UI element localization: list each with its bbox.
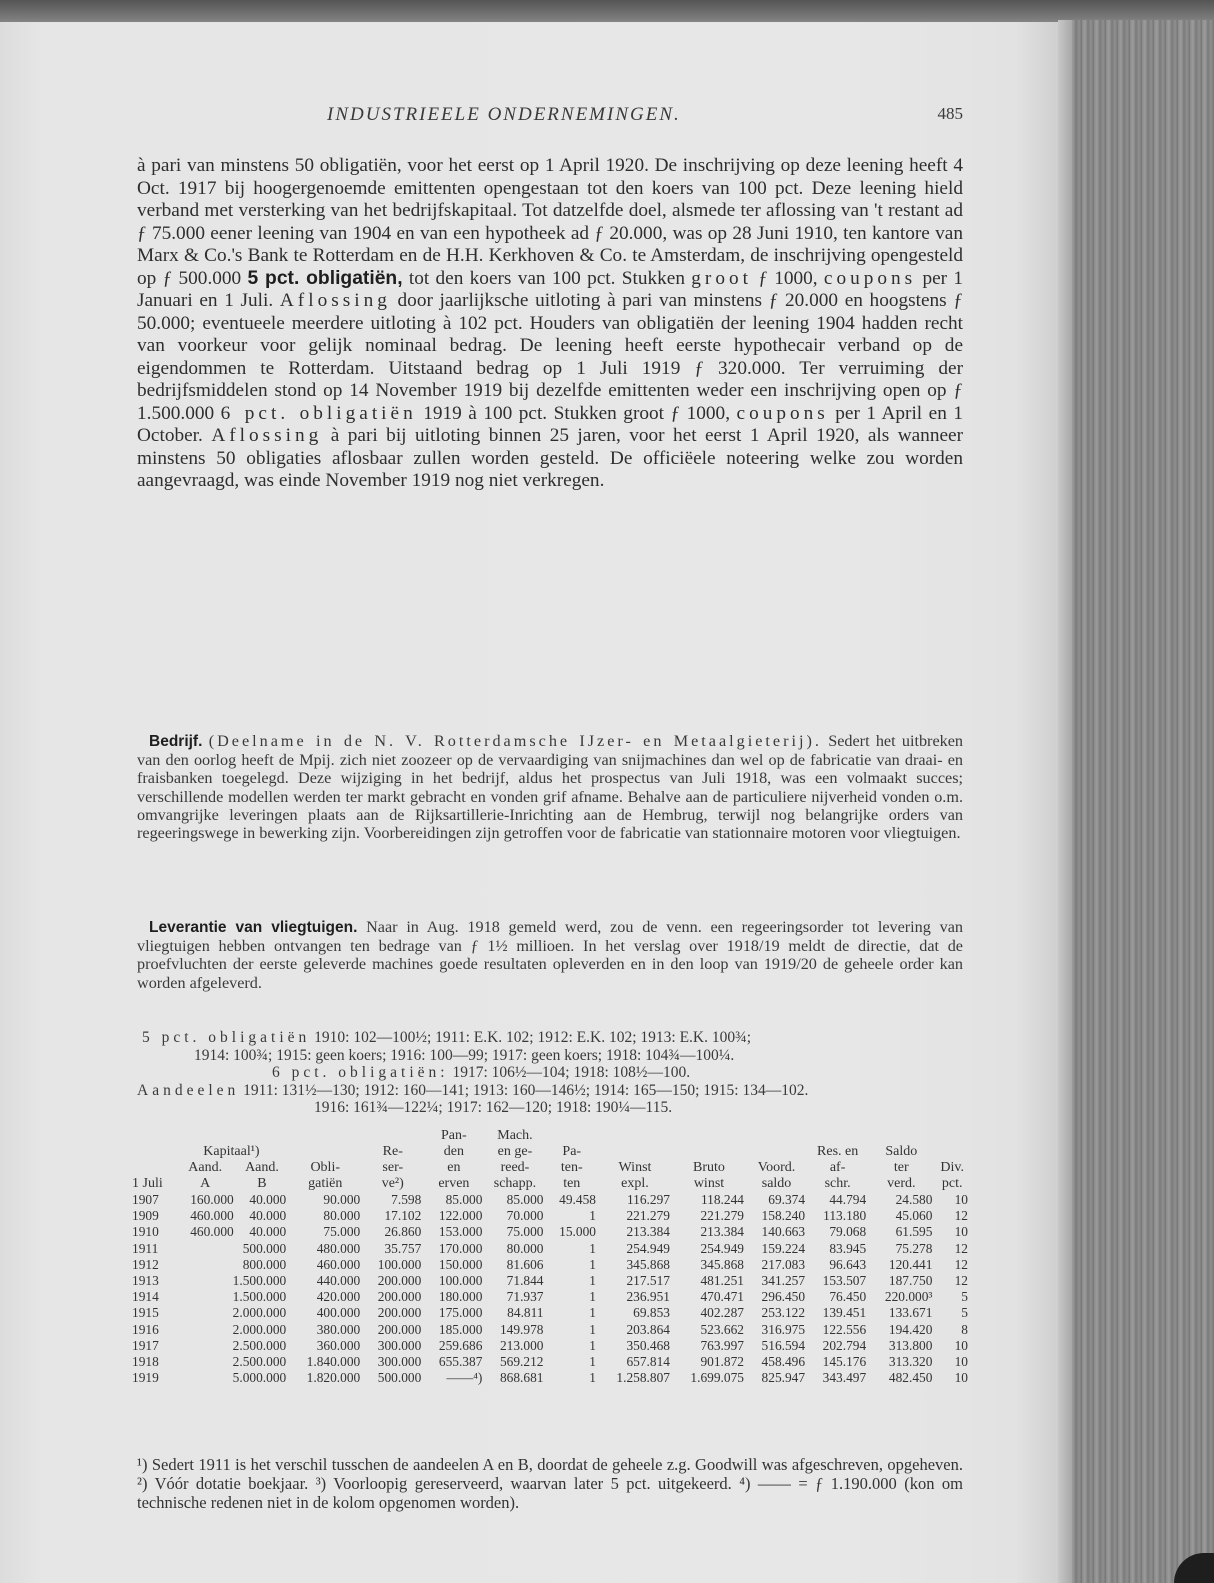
- cell-aand-merged: 800.000: [242, 1256, 287, 1272]
- cell-obligatien: 80.000: [323, 1208, 361, 1224]
- cell-res-afschr: 76.450: [829, 1289, 867, 1305]
- cell-year: 1918: [132, 1354, 159, 1370]
- cell-panden: 170.000: [438, 1240, 483, 1256]
- cell-panden: 655.387: [438, 1354, 483, 1370]
- cell-bruto-winst: 213.384: [700, 1224, 744, 1240]
- cell-saldo-verd: 220.000³: [884, 1289, 933, 1305]
- cell-saldo-verd: 482.450: [888, 1370, 933, 1386]
- cell-year: 1910: [132, 1224, 159, 1240]
- cell-div: 12: [954, 1256, 968, 1272]
- cell-panden: 259.686: [438, 1337, 483, 1353]
- cell-res-afschr: 113.180: [823, 1208, 867, 1224]
- cell-patenten: 1: [589, 1305, 596, 1321]
- cell-voord-saldo: 825.947: [761, 1370, 806, 1386]
- cell-aand-a: 160.000: [190, 1192, 234, 1207]
- cell-bruto-winst: 402.287: [700, 1305, 744, 1321]
- cell-year: 1912: [132, 1256, 159, 1272]
- cell-div: 5: [961, 1289, 968, 1305]
- table-row: [130, 1305, 970, 1321]
- cell-bruto-winst: 470.471: [700, 1289, 744, 1305]
- cell-bruto-winst: 254.949: [700, 1240, 744, 1256]
- table-row: [130, 1354, 970, 1370]
- price-quotations: 5 pct. obligatiën 1910: 102—100½; 1911: E.K. 102; 1912: E.K. 102; 1913: E.K. 100¾; 1914: 100¾; 1915: geen koers; 1916: 100—99; 1917: geen koers; 1918: 104¾—100¼. 6 pct. obligatiën: 1917: 106½—104; 1918: 108½—100. Aandeelen 1911: 131½—130; 1912: 160—141; 1913: 160—146½; 1914: 165—150; 1915: 134—102. 1916: 161¾—122¼; 1917: 162—120; 1918: 190¼—115.: [137, 1029, 809, 1116]
- cell-reserve: 300.000: [377, 1337, 422, 1353]
- table-row: [130, 1208, 970, 1224]
- book-page-stack: [1058, 20, 1214, 1583]
- cell-year: 1917: [132, 1337, 159, 1353]
- main-paragraph: [137, 155, 963, 493]
- section-leverantie: [137, 918, 963, 992]
- cell-res-afschr: 79.068: [829, 1224, 867, 1240]
- cell-winst-expl: 217.517: [626, 1273, 670, 1289]
- cell-voord-saldo: 516.594: [761, 1337, 806, 1353]
- quote-label-5pct: 5 pct. obligatiën: [142, 1029, 311, 1046]
- quote-label-6pct: 6 pct. obligatiën:: [272, 1064, 449, 1081]
- cell-bruto-winst: 345.868: [700, 1256, 744, 1272]
- cell-voord-saldo: 158.240: [761, 1208, 806, 1224]
- running-head: [137, 104, 963, 134]
- spaced-term-groot: groot: [691, 267, 752, 289]
- cell-voord-saldo: 296.450: [761, 1289, 806, 1305]
- cell-obligatien: 1.840.000: [306, 1354, 361, 1370]
- table-header-row: Kapitaal¹) Re- Pan- den Mach. en ge- Pa- Res. en Saldo: [130, 1128, 970, 1160]
- cell-obligatien: 380.000: [316, 1321, 361, 1337]
- cell-div: 10: [954, 1192, 968, 1207]
- section-bedrijf: [137, 732, 963, 842]
- cell-saldo-verd: 24.580: [895, 1192, 933, 1207]
- cell-patenten: 1: [589, 1337, 596, 1353]
- cell-winst-expl: 69.853: [633, 1305, 670, 1321]
- cell-reserve: 17.102: [384, 1208, 422, 1224]
- cell-year: 1916: [132, 1321, 159, 1337]
- table-body: [130, 1192, 970, 1386]
- cell-winst-expl: 213.384: [626, 1224, 670, 1240]
- cell-patenten: 1: [589, 1240, 596, 1256]
- cell-voord-saldo: 458.496: [761, 1354, 806, 1370]
- table-row: [130, 1338, 970, 1354]
- header-kapitaal: Kapitaal¹): [203, 1144, 260, 1159]
- cell-winst-expl: 236.951: [626, 1289, 670, 1305]
- bedrijf-text: Sedert het uitbreken van den oorlog heeft de Mpij. zich niet zoozeer op de vervaardiging van snijmachines dan wel op de fabricatie van draai- en fraisbanken toegelegd. Deze wijziging in het bedrijf, aldus het prospectus van Juli 1918, was een volmaakt succes; verschillende modellen werden ter markt gebracht en vonden grif afname. Behalve aan de particuliere nijverheid vonden o.m. omvangrijke leveringen plaats aan de Rijksartillerie-Inrichting aan de Hembrug, terwijl nog belangrijke orders van regeeringswege in bewerking zijn. Voorbereidingen zijn getroffen voor de fabricatie van stationnaire motoren voor vliegtuigen.: [137, 732, 964, 843]
- cell-winst-expl: 657.814: [626, 1354, 670, 1370]
- cell-patenten: 49.458: [559, 1192, 596, 1207]
- spaced-term-aflossing-2: Aflossing: [211, 425, 323, 446]
- cell-year: 1907: [132, 1192, 159, 1207]
- cell-aand-merged: 2.500.000: [232, 1354, 287, 1370]
- table-row: [130, 1224, 970, 1240]
- cell-winst-expl: 203.864: [626, 1321, 670, 1337]
- cell-obligatien: 420.000: [316, 1289, 361, 1305]
- cell-machines: 70.000: [506, 1208, 544, 1224]
- cell-panden: 85.000: [445, 1192, 483, 1207]
- cell-reserve: 200.000: [377, 1289, 422, 1305]
- cell-machines: 75.000: [506, 1224, 544, 1240]
- cell-saldo-verd: 120.441: [888, 1256, 933, 1272]
- spaced-term-6pct-obligatien: 6 pct. obligatiën: [220, 402, 417, 424]
- cell-voord-saldo: 253.122: [761, 1305, 806, 1321]
- cell-patenten: 1: [589, 1354, 596, 1370]
- cell-res-afschr: 83.945: [829, 1240, 867, 1256]
- cell-reserve: 35.757: [384, 1240, 422, 1256]
- cell-saldo-verd: 45.060: [895, 1208, 933, 1224]
- cell-res-afschr: 122.556: [822, 1321, 867, 1337]
- cell-patenten: 1: [589, 1273, 596, 1289]
- cell-panden: 180.000: [438, 1289, 483, 1305]
- cell-patenten: 1: [589, 1208, 596, 1224]
- cell-res-afschr: 343.497: [822, 1370, 867, 1386]
- cell-aand-merged: 1.500.000: [232, 1273, 287, 1289]
- cell-obligatien: 400.000: [316, 1305, 361, 1321]
- cell-panden: 153.000: [438, 1224, 483, 1240]
- table-header-row: Aand. Aand. Obli- ser- en reed- ten- Winst Bruto Voord. af- ter Div.: [188, 1160, 965, 1175]
- leverantie-text: Naar in Aug. 1918 gemeld werd, zou de venn. een regeeringsorder tot levering van vliegtuigen hebben ontvangen ten bedrage van ƒ 1½ millioen. In het verslag over 1918/19 meldt de directie, dat de proefvluchten der eerste geleverde machines goede resultaten opleverden en in den loop van 1919/20 de geheele order kan worden afgeleverd.: [137, 918, 963, 992]
- cell-res-afschr: 202.794: [822, 1337, 867, 1353]
- cell-year: 1914: [132, 1289, 159, 1305]
- cell-aand-merged: 2.000.000: [232, 1305, 287, 1321]
- cell-div: 10: [954, 1337, 968, 1353]
- cell-aand-b: 40.000: [249, 1224, 287, 1240]
- cell-machines: 84.811: [507, 1305, 544, 1321]
- cell-bruto-winst: 523.662: [700, 1321, 744, 1337]
- cell-panden: 122.000: [438, 1208, 483, 1224]
- footnotes: ¹) Sedert 1911 is het verschil tusschen de aandeelen A en B, doordat de geheele z.g. Goodwill was afgeschreven, opgeheven. ²) Vóór dotatie boekjaar. ³) Voorloopig gereserveerd, waarvan later 5 pct. uitgekeerd. ⁴) —— = ƒ 1.190.000 (kon om technische redenen niet in de kolom opgenomen worden).: [137, 1455, 963, 1512]
- cell-reserve: 200.000: [377, 1273, 422, 1289]
- cell-voord-saldo: 69.374: [768, 1192, 806, 1207]
- financial-table: [130, 1128, 970, 1386]
- cell-saldo-verd: 194.420: [888, 1321, 933, 1337]
- spaced-term-coupons-2: coupons: [736, 402, 829, 424]
- cell-res-afschr: 153.507: [822, 1273, 867, 1289]
- cell-div: 12: [954, 1240, 968, 1256]
- table-row: [130, 1257, 970, 1273]
- cell-obligatien: 1.820.000: [306, 1370, 361, 1386]
- cell-machines: 81.606: [506, 1256, 544, 1272]
- heading-leverantie: Leverantie van vliegtuigen.: [149, 919, 358, 936]
- cell-reserve: 200.000: [377, 1321, 422, 1337]
- cell-patenten: 1: [589, 1321, 596, 1337]
- cell-voord-saldo: 159.224: [761, 1240, 806, 1256]
- cell-saldo-verd: 75.278: [895, 1240, 933, 1256]
- cell-res-afschr: 44.794: [829, 1192, 867, 1207]
- cell-aand-merged: 500.000: [242, 1240, 287, 1256]
- cell-res-afschr: 145.176: [822, 1354, 867, 1370]
- cell-year: 1913: [132, 1273, 159, 1289]
- cell-reserve: 300.000: [377, 1354, 422, 1370]
- cell-patenten: 1: [589, 1370, 596, 1386]
- table-row: [130, 1192, 970, 1208]
- cell-reserve: 100.000: [377, 1256, 422, 1272]
- cell-panden: 150.000: [438, 1256, 483, 1272]
- cell-aand-merged: 5.000.000: [232, 1370, 287, 1386]
- cell-machines: 80.000: [506, 1240, 544, 1256]
- table-row: [130, 1322, 970, 1338]
- cell-bruto-winst: 118.244: [700, 1192, 744, 1207]
- cell-winst-expl: 350.468: [626, 1337, 670, 1353]
- cell-div: 12: [954, 1273, 968, 1289]
- cell-res-afschr: 139.451: [822, 1305, 867, 1321]
- cell-voord-saldo: 316.975: [761, 1321, 806, 1337]
- cell-year: 1909: [132, 1208, 159, 1224]
- cell-obligatien: 460.000: [316, 1256, 361, 1272]
- cell-year: 1915: [132, 1305, 159, 1321]
- spaced-term-aflossing: Aflossing: [279, 290, 391, 311]
- cell-aand-a: 460.000: [190, 1224, 234, 1240]
- spaced-term-coupons: coupons: [823, 267, 917, 289]
- cell-panden: 185.000: [438, 1321, 483, 1337]
- cell-voord-saldo: 140.663: [761, 1224, 806, 1240]
- cell-winst-expl: 1.258.807: [616, 1370, 670, 1386]
- cell-machines: 85.000: [506, 1192, 544, 1207]
- cell-saldo-verd: 313.800: [888, 1337, 933, 1353]
- cell-aand-merged: 1.500.000: [232, 1289, 287, 1305]
- cell-panden: 100.000: [438, 1273, 483, 1289]
- cell-bruto-winst: 901.872: [700, 1354, 744, 1370]
- cell-res-afschr: 96.643: [829, 1256, 867, 1272]
- table-row: [130, 1241, 970, 1257]
- cell-machines: 149.978: [499, 1321, 544, 1337]
- running-title: INDUSTRIEELE ONDERNEMINGEN.: [327, 104, 681, 125]
- cell-winst-expl: 345.868: [626, 1256, 670, 1272]
- cell-saldo-verd: 313.320: [888, 1354, 933, 1370]
- cell-patenten: 15.000: [559, 1224, 596, 1240]
- cell-reserve: 26.860: [384, 1224, 422, 1240]
- cell-winst-expl: 254.949: [626, 1240, 670, 1256]
- paragraph-loan-history: à pari van minstens 50 obligatiën, voor het eerst op 1 April 1920. De inschrijving op deze leening heeft 4 Oct. 1917 bij hoogergenoemde emittenten opengestaan tot den koers van 100 pct. Deze leening hield verband met versterking van het bedrijfskapitaal. Tot datzelfde doel, alsmede ter aflossing van 't restant ad ƒ 75.000 eener leening van 1904 en van een hypotheek ad ƒ 20.000, was op 28 Juni 1910, ten kantore van Marx & Co.'s Bank te Rotterdam en de H.H. Kerkhoven & Co. te Amsterdam, de inschrijving opengesteld op ƒ 500.000 5 pct. obligatiën, tot den koers van 100 pct. Stukken groot ƒ 1000, coupons per 1 Januari en 1 Juli. Aflossing door jaarlijksche uitloting à pari van minstens ƒ 20.000 en hoogstens ƒ 50.000; eventueele meerdere uitloting à 102 pct. Houders van obligatiën der leening 1904 hadden recht van voorkeur voor gelijk nominaal bedrag. De leening heeft eerste hypothecair verband op de eigendommen te Rotterdam. Uitstaand bedrag op 1 Juli 1919 ƒ 320.000. Ter verruiming der bedrijfsmiddelen stond op 14 November 1919 bij dezelfde emittenten weder een inschrijving open op ƒ 1.500.000 6 pct. obligatiën 1919 à 100 pct. Stukken groot ƒ 1000, coupons per 1 April en 1 October. Aflossing à pari bij uitloting binnen 25 jaren, voor het eerst 1 April 1920, als wanneer minstens 50 obligaties aflosbaar zullen worden gesteld. De officiëele noteering welke zou worden aangevraagd, was einde November 1919 nog niet verkregen.: [137, 155, 964, 491]
- cell-machines: 71.844: [506, 1273, 544, 1289]
- cell-aand-b: 40.000: [249, 1208, 287, 1224]
- cell-winst-expl: 221.279: [626, 1208, 670, 1224]
- cell-reserve: 500.000: [377, 1370, 422, 1386]
- cell-voord-saldo: 341.257: [761, 1273, 806, 1289]
- table-row: [130, 1289, 970, 1305]
- cell-saldo-verd: 133.671: [888, 1305, 933, 1321]
- cell-obligatien: 90.000: [323, 1192, 361, 1207]
- cell-patenten: 1: [589, 1256, 596, 1272]
- cell-patenten: 1: [589, 1289, 596, 1305]
- bedrijf-intro: (Deelname in de N. V. Rotterdamsche IJzer- en Metaalgieterij).: [208, 732, 822, 750]
- cell-bruto-winst: 763.997: [700, 1337, 744, 1353]
- heading-bedrijf: Bedrijf.: [149, 733, 203, 750]
- cell-machines: 868.681: [499, 1370, 544, 1386]
- cell-machines: 569.212: [499, 1354, 544, 1370]
- page-number: 485: [937, 104, 963, 123]
- cell-saldo-verd: 61.595: [895, 1224, 933, 1240]
- cell-bruto-winst: 1.699.075: [690, 1370, 744, 1386]
- cell-div: 8: [961, 1321, 968, 1337]
- cell-aand-a: 460.000: [190, 1208, 234, 1224]
- cell-bruto-winst: 481.251: [700, 1273, 744, 1289]
- cell-div: 10: [954, 1370, 968, 1386]
- cell-machines: 213.000: [499, 1337, 544, 1353]
- cell-div: 5: [961, 1305, 968, 1321]
- cell-bruto-winst: 221.279: [700, 1208, 744, 1224]
- cell-saldo-verd: 187.750: [888, 1273, 933, 1289]
- cell-obligatien: 480.000: [316, 1240, 361, 1256]
- cell-aand-merged: 2.500.000: [232, 1337, 287, 1353]
- table-row: [130, 1273, 970, 1289]
- cell-div: 10: [954, 1224, 968, 1240]
- cell-winst-expl: 116.297: [626, 1192, 670, 1207]
- cell-obligatien: 360.000: [316, 1337, 361, 1353]
- quote-label-aandeelen: Aandeelen: [137, 1081, 240, 1099]
- cell-div: 10: [954, 1354, 968, 1370]
- cell-aand-merged: 2.000.000: [232, 1321, 287, 1337]
- cell-reserve: 200.000: [377, 1305, 422, 1321]
- table-row: [130, 1370, 970, 1386]
- table-header-row: 1 Juli A B gatiën ve²) erven schapp. ten expl. winst saldo schr. verd. pct.: [132, 1176, 963, 1191]
- cell-panden: ——⁴): [446, 1370, 483, 1386]
- cell-div: 12: [954, 1208, 968, 1224]
- cell-year: 1911: [132, 1240, 159, 1256]
- cell-machines: 71.937: [506, 1289, 544, 1305]
- cell-reserve: 7.598: [391, 1192, 422, 1207]
- bold-term-5pct-obligatien: 5 pct. obligatiën,: [247, 267, 403, 289]
- cell-obligatien: 440.000: [316, 1273, 361, 1289]
- cell-panden: 175.000: [438, 1305, 483, 1321]
- cell-aand-b: 40.000: [249, 1192, 287, 1207]
- cell-obligatien: 75.000: [323, 1224, 361, 1240]
- cell-voord-saldo: 217.083: [761, 1256, 806, 1272]
- cell-year: 1919: [132, 1370, 159, 1386]
